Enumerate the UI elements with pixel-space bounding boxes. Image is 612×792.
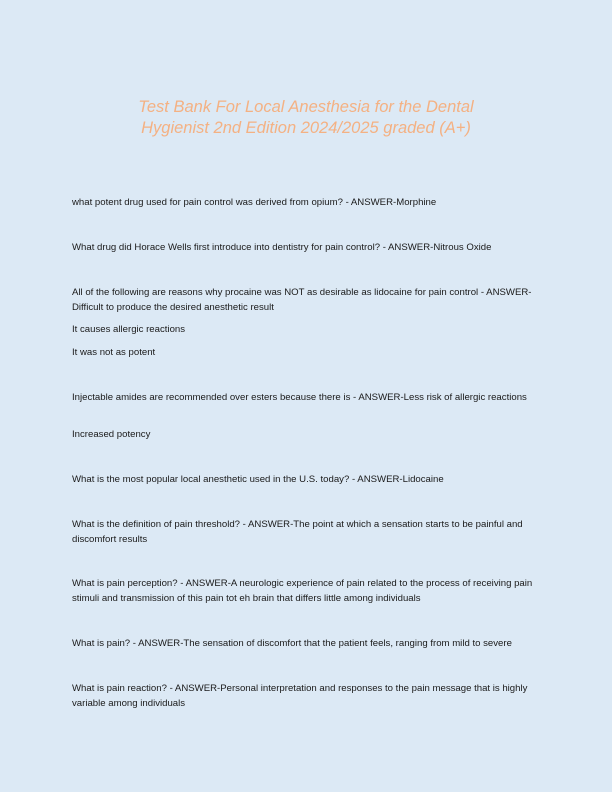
qa-extra-line: Increased potency — [72, 429, 151, 440]
qa-text: All of the following are reasons why procaine was NOT as desirable as lidocaine for pain control - ANSWER-Difficult to produce the desired anesthetic result — [72, 287, 532, 313]
qa-text: what potent drug used for pain control was derived from opium? - ANSWER-Morphine — [72, 197, 437, 208]
qa-item — [72, 473, 542, 488]
qa-extra-line: It was not as potent — [72, 347, 156, 358]
qa-item — [72, 241, 542, 256]
qa-item — [72, 196, 542, 211]
qa-text: What is pain perception? - ANSWER-A neurologic experience of pain related to the process of receiving pain stimuli and transmission of this pain tot eh brain that differs little among individuals — [72, 578, 533, 604]
qa-text: What drug did Horace Wells first introduce into dentistry for pain control? - ANSWER-Nitrous Oxide — [72, 242, 492, 253]
title-line-2: Hygienist 2nd Edition 2024/2025 graded (A+) — [141, 119, 471, 137]
qa-item — [72, 682, 542, 711]
qa-extra-line: It causes allergic reactions — [72, 324, 186, 335]
qa-item — [72, 286, 542, 315]
qa-item — [72, 518, 542, 547]
qa-text: What is pain? - ANSWER-The sensation of discomfort that the patient feels, ranging from mild to severe — [72, 638, 512, 649]
title-line-1: Test Bank For Local Anesthesia for the Dental — [138, 98, 474, 116]
qa-item — [72, 577, 542, 606]
document-title — [0, 97, 612, 139]
qa-item — [72, 637, 542, 652]
qa-text: What is the most popular local anesthetic used in the U.S. today? - ANSWER-Lidocaine — [72, 474, 444, 485]
qa-text: What is pain reaction? - ANSWER-Personal interpretation and responses to the pain message that is highly variable among individuals — [72, 683, 528, 709]
qa-text: Injectable amides are recommended over esters because there is - ANSWER-Less risk of allergic reactions — [72, 392, 527, 403]
qa-text: What is the definition of pain threshold? - ANSWER-The point at which a sensation starts to be painful and discomfort results — [72, 519, 523, 545]
qa-item — [72, 391, 542, 406]
